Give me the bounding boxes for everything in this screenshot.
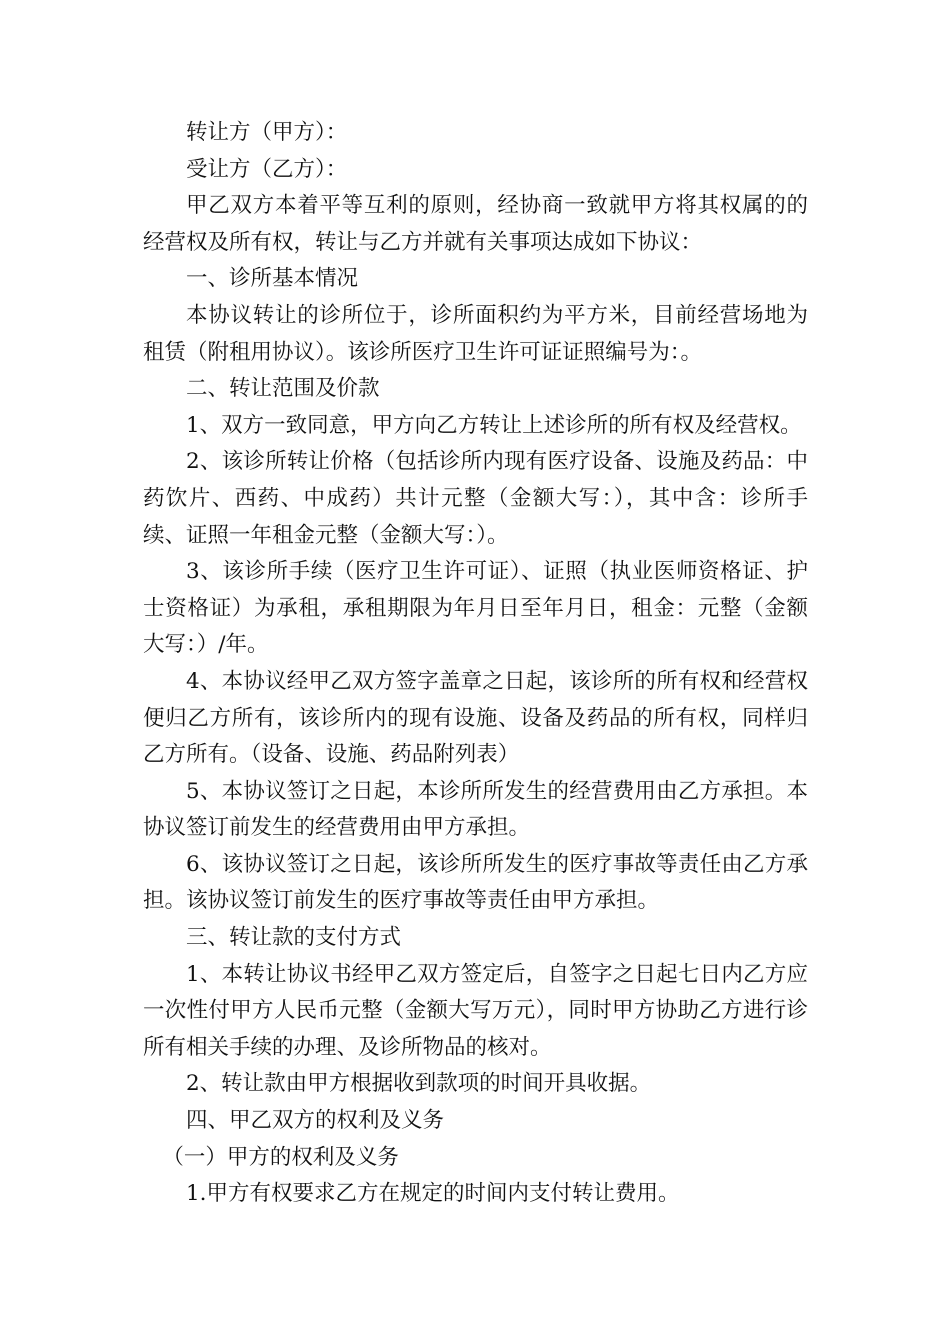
clause-2-1: 1、双方一致同意，甲方向乙方转让上述诊所的所有权及经营权。 (186, 412, 802, 438)
clause-2-6: 6、该协议签订之日起，该诊所所发生的医疗事故等责任由乙方承担。该协议签订前发生的医疗事故等责任由甲方承担。 (143, 851, 808, 914)
document-body (143, 115, 808, 1213)
preamble-paragraph: 甲乙双方本着平等互利的原则，经协商一致就甲方将其权属的的经营权及所有权，转让与乙方并就有关事项达成如下协议： (143, 193, 808, 255)
clause-2-4: 4、本协议经甲乙双方签字盖章之日起，该诊所的所有权和经营权便归乙方所有，该诊所内的现有设施、设备及药品的所有权，同样归乙方所有。（设备、设施、药品附列表） (143, 668, 808, 768)
transferor-line: 转让方（甲方）： (186, 120, 348, 145)
section-heading-4: 四、甲乙双方的权利及义务 (186, 1108, 445, 1134)
clause-4-1-1: 1.甲方有权要求乙方在规定的时间内支付转让费用。 (186, 1181, 680, 1207)
clause-3-2: 2、转让款由甲方根据收到款项的时间开具收据。 (186, 1071, 652, 1097)
clause-3-1: 1、本转让协议书经甲乙双方签定后，自签字之日起七日内乙方应一次性付甲方人民币元整（金额大写万元），同时甲方协助乙方进行诊所有相关手续的办理、及诊所物品的核对。 (143, 961, 808, 1060)
section-heading-3: 三、转让款的支付方式 (186, 925, 402, 951)
clause-2-5: 5、本协议签订之日起，本诊所所发生的经营费用由乙方承担。本协议签订前发生的经营费用由甲方承担。 (143, 778, 808, 841)
section-heading-2: 二、转让范围及价款 (186, 376, 380, 402)
section-heading-1: 一、诊所基本情况 (186, 266, 359, 292)
subsection-heading-4-1: （一）甲方的权利及义务 (162, 1144, 399, 1170)
clause-2-2: 2、该诊所转让价格（包括诊所内现有医疗设备、设施及药品：中药饮片、西药、中成药）共计元整（金额大写：），其中含：诊所手续、证照一年租金元整（金额大写：）。 (143, 449, 808, 548)
clause-2-3: 3、该诊所手续（医疗卫生许可证）、证照（执业医师资格证、护士资格证）为承租，承租期限为年月日至年月日，租金：元整（金额大写：）/年。 (143, 559, 808, 658)
clinic-info-paragraph: 本协议转让的诊所位于，诊所面积约为平方米，目前经营场地为租赁（附租用协议）。该诊所医疗卫生许可证证照编号为：。 (143, 302, 808, 365)
transferee-line: 受让方（乙方）： (186, 156, 348, 182)
